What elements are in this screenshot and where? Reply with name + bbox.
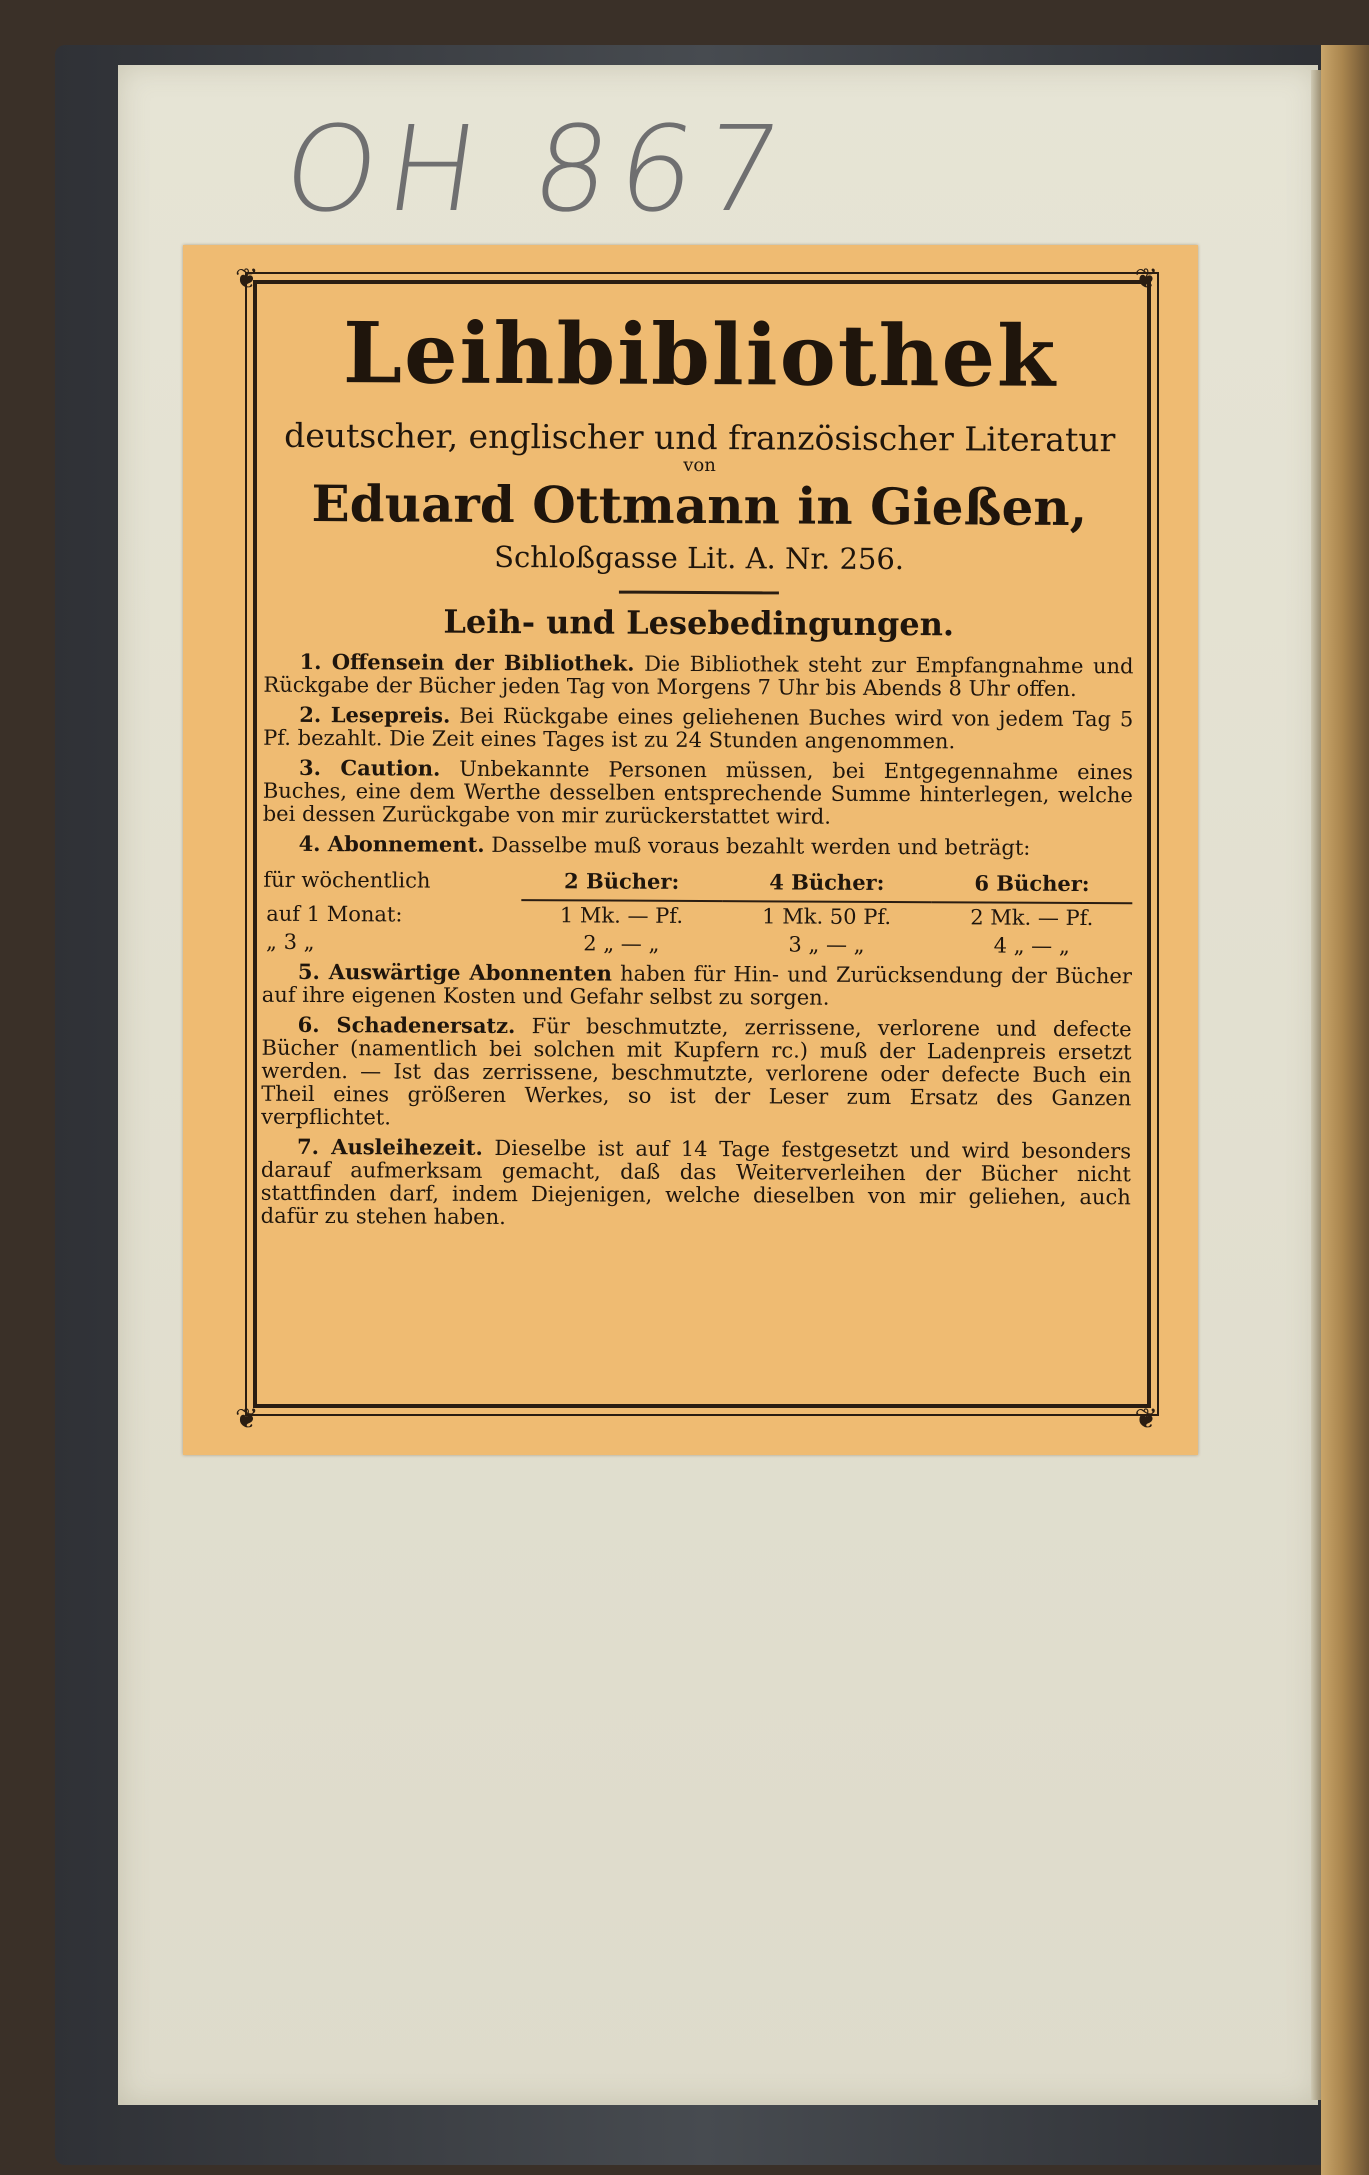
corner-ornament-icon: ❦ [1134,1402,1158,1435]
price-table [262,866,1132,961]
library-label [183,245,1198,1455]
owner-address: Schloßgasse Lit. A. Nr. 256. [494,539,905,577]
label-content [261,303,1136,1239]
page-gutter [1311,70,1321,2100]
corner-ornament-icon: ❦ [235,1402,259,1435]
label-von: von [683,454,716,477]
label-title: Leihbibliothek [342,303,1058,406]
corner-ornament-icon: ❦ [235,262,259,295]
rule-item: 4. Abonnement. Dasselbe muß voraus bezahlt werden und beträgt: [298,830,1031,860]
handwritten-shelfmark: OH 867 [275,100,800,238]
table-row: auf 1 Monat: 1 Mk. — Pf. 1 Mk. 50 Pf. 2 Mk. — Pf. [266,901,1094,931]
rule-item: 5. Auswärtige Abonnenten haben für Hin- und Zurücksendung der Bücher auf ihre eigenen Kosten und Gefahr selbst zu sorgen. [261,958,1132,1010]
rule-item: 2. Lesepreis. Bei Rückgabe eines geliehenen Buches wird von jedem Tag 5 Pf. bezahlt. Die Zeit eines Tages ist zu 24 Stunden angenommen. [263,701,1134,754]
rules-title: Leih- und Lesebedingungen. [443,602,955,644]
rule-item: 6. Schadenersatz. Für beschmutzte, zerrissene, verlorene und defecte Bücher (namentlich bei solchen mit Kupfern rc.) muß der Ladenpreis ersetzt werden. — Ist das zerrissene, beschmutzte, verlorene oder defecte Buch ein Theil eines größeren Werkes, so ist der Leser zum Ersatz des Ganzen verpflichtet. [261,1011,1132,1130]
owner-name: Eduard Ottmann in Gießen, [311,473,1088,538]
divider [619,591,779,595]
price-table-header: für wöchentlich 2 Bücher: 4 Bücher: 6 Bücher: [262,866,1132,904]
rule-item: 3. Caution. Unbekannte Personen müssen, bei Entgegennahme eines Buches, eine dem Werthe desselben entsprechende Summe hinterlegen, welche bei dessen Zurückgabe von mir zurückerstattet wird. [262,754,1134,829]
corner-ornament-icon: ❦ [1134,262,1158,295]
table-row: „ 3 „ 2 „ — „ 3 „ — „ 4 „ — „ [266,929,1070,958]
rule-item: 7. Ausleihezeit. Dieselbe ist auf 14 Tage festgesetzt und wird besonders darauf aufmerksam gemacht, daß das Weiterverleihen der Bücher nicht stattfinden darf, indem Diejenigen, welche dieselben von mir geliehen, auch dafür zu stehen haben. [260,1133,1132,1229]
label-subtitle: deutscher, englischer und französischer Literatur [284,415,1116,460]
book-spine [1321,45,1369,2175]
rule-item: 1. Offensein der Bibliothek. Die Bibliothek steht zur Empfangnahme und Rückgabe der Bücher jeden Tag von Morgens 7 Uhr bis Abends 8 Uhr offen. [263,648,1134,701]
